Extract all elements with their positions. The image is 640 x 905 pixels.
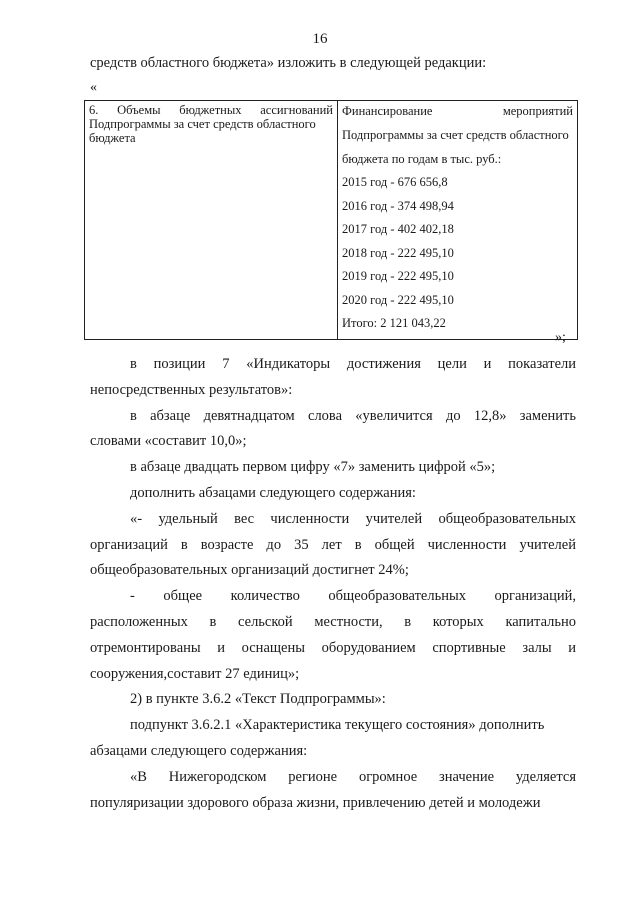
table-cell-financing [338,101,578,340]
table-cell-label [85,101,338,340]
paragraph-line: в абзаце двадцать первом цифру «7» заменить цифрой «5»; [130,459,496,476]
paragraph-line: «В Нижегородском регионе огромное значение уделяется [130,768,576,785]
paragraph-line: общеобразовательных организаций достигнет 24%; [90,562,409,579]
financing-line: бюджета по годам в тыс. руб.: [342,151,502,166]
body-text [90,352,576,816]
financing-line [342,104,573,124]
paragraph-line: подпункт 3.6.2.1 «Характеристика текущего состояния» дополнить [130,717,545,734]
label-line: Подпрограммы за счет средств областного [89,116,316,131]
financing-line: Подпрограммы за счет средств областного [342,128,569,142]
total-line: Итого: 2 121 043,22 [342,316,446,330]
paragraph-line: организаций в возрасте до 35 лет в общей численности учителей [90,536,576,553]
year-2015: 2015 год - 676 656,8 [342,175,448,189]
paragraph-line: расположенных в сельской местности, в которых капитально [90,613,576,630]
label-line: бюджета [89,130,136,145]
table-row [85,101,578,340]
paragraph-line: 2) в пункте 3.6.2 «Текст Подпрограммы»: [130,691,386,708]
paragraph-line: - общее количество общеобразовательных организаций, [130,588,576,605]
paragraph-line: непосредственных результатов»: [90,381,293,398]
budget-table [84,100,578,340]
intro-line: средств областного бюджета» изложить в следующей редакции: [90,55,487,71]
paragraph-line: в позиции 7 «Индикаторы достижения цели и показатели [130,356,576,372]
paragraph-line: словами «составит 10,0»; [90,433,247,450]
paragraph-line: в абзаце девятнадцатом слова «увеличится до 12,8» заменить [130,407,576,424]
year-2016: 2016 год - 374 498,94 [342,198,454,213]
financing-word: мероприятий [502,104,573,118]
page-number: 16 [312,31,328,47]
paragraph-line: сооружения,составит 27 единиц»; [90,665,300,682]
paragraph-line: дополнить абзацами следующего содержания: [130,484,416,501]
paragraph-line: абзацами следующего содержания: [90,742,308,759]
paragraph-line: отремонтированы и оснащены оборудованием спортивные залы и [90,639,576,656]
year-2017: 2017 год - 402 402,18 [342,222,454,236]
paragraph-line: «- удельный вес численности учителей общеобразовательных [130,510,576,527]
open-quote: « [90,80,97,95]
label-line: 6. Объемы бюджетных ассигнований [89,103,333,117]
year-2018: 2018 год - 222 495,10 [342,245,454,260]
financing-word: Финансирование [342,104,433,118]
year-2020: 2020 год - 222 495,10 [342,292,454,307]
paragraph-line: популяризации здорового образа жизни, привлечению детей и молодежи [90,794,541,811]
close-quote: »; [555,330,566,345]
year-2019: 2019 год - 222 495,10 [342,269,454,283]
